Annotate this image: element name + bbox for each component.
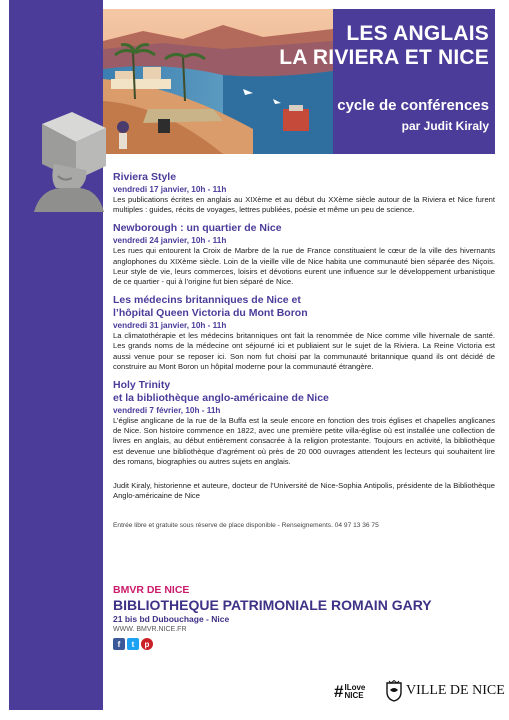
library-info	[113, 584, 432, 650]
talk-item	[113, 222, 495, 287]
library-network: BMVR DE NICE	[113, 584, 190, 596]
talk-title-line-2: l’hôpital Queen Victoria du Mont Boron	[113, 307, 308, 320]
sculpture-bust-illustration	[14, 84, 110, 214]
ilove-line-2: NICE	[344, 691, 364, 700]
talk-title: Holy Trinity	[113, 379, 171, 392]
city-crest-icon	[385, 680, 403, 702]
ville-de-nice-text: VILLE DE NICE	[406, 683, 505, 698]
talk-description: Les publications écrites en anglais au XIXème et au début du XXème siècle autour de la Riviera et Nice furent multiples : guides, récits de voyages, lettres publiées, poésie et même un peu de science.	[113, 195, 495, 215]
ilove-nice-logo	[334, 683, 365, 701]
program-content	[113, 171, 495, 529]
library-address: 21 bis bd Dubouchage - Nice	[113, 614, 230, 624]
title-line-1: LES ANGLAIS	[346, 22, 489, 45]
admission-notice: Entrée libre et gratuite sous réserve de place disponible - Renseignements. 04 97 13 36 75	[113, 522, 379, 530]
library-name: BIBLIOTHEQUE PATRIMONIALE ROMAIN GARY	[113, 597, 432, 613]
title-block	[279, 22, 489, 70]
social-links	[113, 638, 432, 650]
talk-item	[113, 171, 495, 215]
title-line-2: LA RIVIERA ET NICE	[279, 46, 489, 69]
cycle-subtitle	[337, 96, 489, 135]
talk-date: vendredi 7 février, 10h - 11h	[113, 406, 221, 416]
talk-title-line-2: et la bibliothèque anglo-américaine de Nice	[113, 392, 329, 405]
ilove-text	[344, 684, 365, 700]
talk-description: La climatothérapie et les médecins britanniques ont fait la renommée de Nice comme ville hivernale de santé. Les grands noms de la médecine ont séjourné ici et publiaient sur le sujet de la Riviera. La Reine Victoria est aussi venue pour se reposer ici. Son nom fut choisi par la communauté britannique quand ils ont décidé de construire au Mont Boron un hôpital moderne pour la communauté étrangère.	[113, 331, 495, 371]
facebook-icon[interactable]: f	[113, 638, 125, 650]
ilove-line-1: ILove	[344, 683, 366, 692]
pinterest-icon[interactable]: p	[141, 638, 153, 650]
talk-item	[113, 379, 495, 467]
talk-date: vendredi 24 janvier, 10h - 11h	[113, 236, 227, 246]
hashtag-glyph: #	[334, 682, 344, 701]
talk-title: Les médecins britanniques de Nice et	[113, 294, 301, 307]
talk-date: vendredi 31 janvier, 10h - 11h	[113, 321, 227, 331]
twitter-icon[interactable]: t	[127, 638, 139, 650]
talk-description: Les rues qui entourent la Croix de Marbre de la rue de France constituaient le cœur de la ville des hivernants anglophones du XIXème siècle. Loin de la vieille ville de Nice habita une communauté bien séparée des Niçois. Leur style de vie, leurs commerces, loisirs et dévotions eurent une influence sur le développement urbanistique de ce quartier - qui à l’origine fut bien séparé de Nice.	[113, 246, 495, 287]
ville-de-nice-logo	[385, 680, 505, 702]
talk-title: Newborough : un quartier de Nice	[113, 222, 282, 235]
cycle-speaker: par Judit Kiraly	[401, 119, 489, 133]
talk-item	[113, 294, 495, 372]
talk-date: vendredi 17 janvier, 10h - 11h	[113, 185, 227, 194]
library-website-link[interactable]: WWW. BMVR.NICE.FR	[113, 626, 187, 633]
talk-description: L’église anglicane de la rue de la Buffa est la seule encore en fonction des trois églises et chapelles anglicanes de Nice. Son histoire commence en 1822, avec une première petite villa-église où est installée une collection de livres en anglais, au début entièrement consacrée à la religion protestante. Toujours en activité, la bibliothèque est devenue une bibliothèque d’agrément où près de 20 000 ouvrages attendent les lecteurs qui souhaitent lire des romans, biographies ou autres sujets en anglais.	[113, 416, 495, 466]
cycle-title: cycle de conférences	[337, 97, 489, 114]
author-bio: Judit Kiraly, historienne et auteure, docteur de l’Université de Nice-Sophia Antipolis, présidente de la Bibliothèque Anglo-américaine de Nice	[113, 481, 495, 501]
talk-title: Riviera Style	[113, 171, 177, 183]
